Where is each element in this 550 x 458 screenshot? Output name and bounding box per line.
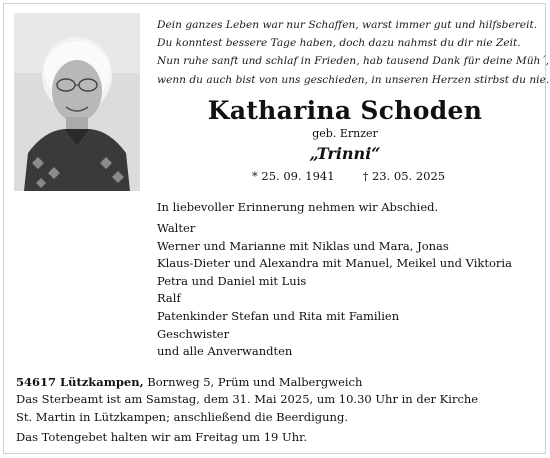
poem-line: Dein ganzes Leben war nur Schaffen, warst immer gut und hilfsbereit. [157,19,538,31]
prayer-line: Das Totengebet halten wir am Freitag um 19 Uhr. [16,430,307,445]
farewell-text: In liebevoller Erinnerung nehmen wir Abschied. [157,200,439,214]
poem-line: Nun ruhe sanft und schlaf in Frieden, hab tausend Dank für deine Müh´, [157,55,549,68]
poem-line: Du konntest bessere Tage haben, doch dazu nahmst du dir nie Zeit. [157,37,521,50]
mourner-line: Werner und Marianne mit Niklas und Mara, Jonas [157,238,449,253]
mourner-line: Klaus-Dieter und Alexandra mit Manuel, Meikel und Viktoria [157,256,512,271]
service-details [16,374,478,447]
service-line: St. Martin in Lützkampen; anschließend die Beerdigung. [16,409,348,424]
mourner-line: Ralf [157,291,181,306]
address-rest: Bornweg 5, Prüm und Malbergweich [143,375,363,389]
address-place: 54617 Lützkampen, [16,375,144,389]
memorial-poem [157,16,550,89]
mourner-line: und alle Anverwandten [157,344,293,359]
portrait-image [14,13,140,191]
mourners-list [157,220,512,361]
mourner-line: Petra und Daniel mit Luis [157,273,307,288]
nickname: „Trinni“ [309,144,381,163]
portrait-photo [14,13,140,191]
mourner-line: Walter [157,221,196,235]
deceased-name: Katharina Schoden [207,96,483,125]
life-dates [252,168,445,184]
mourner-line: Patenkinder Stefan und Rita mit Familien [157,308,400,323]
mourner-line: Geschwister [157,326,230,341]
birth-name: geb. Ernzer [312,127,378,140]
service-line: Das Sterbeamt ist am Samstag, dem 31. Mai 2025, um 10.30 Uhr in der Kirche [16,392,479,407]
poem-line: wenn du auch bist von uns geschieden, in unseren Herzen stirbst du nie. [157,73,550,86]
death-date: † 23. 05. 2025 [362,169,446,183]
address-line [16,374,478,391]
birth-date: * 25. 09. 1941 [252,169,335,183]
